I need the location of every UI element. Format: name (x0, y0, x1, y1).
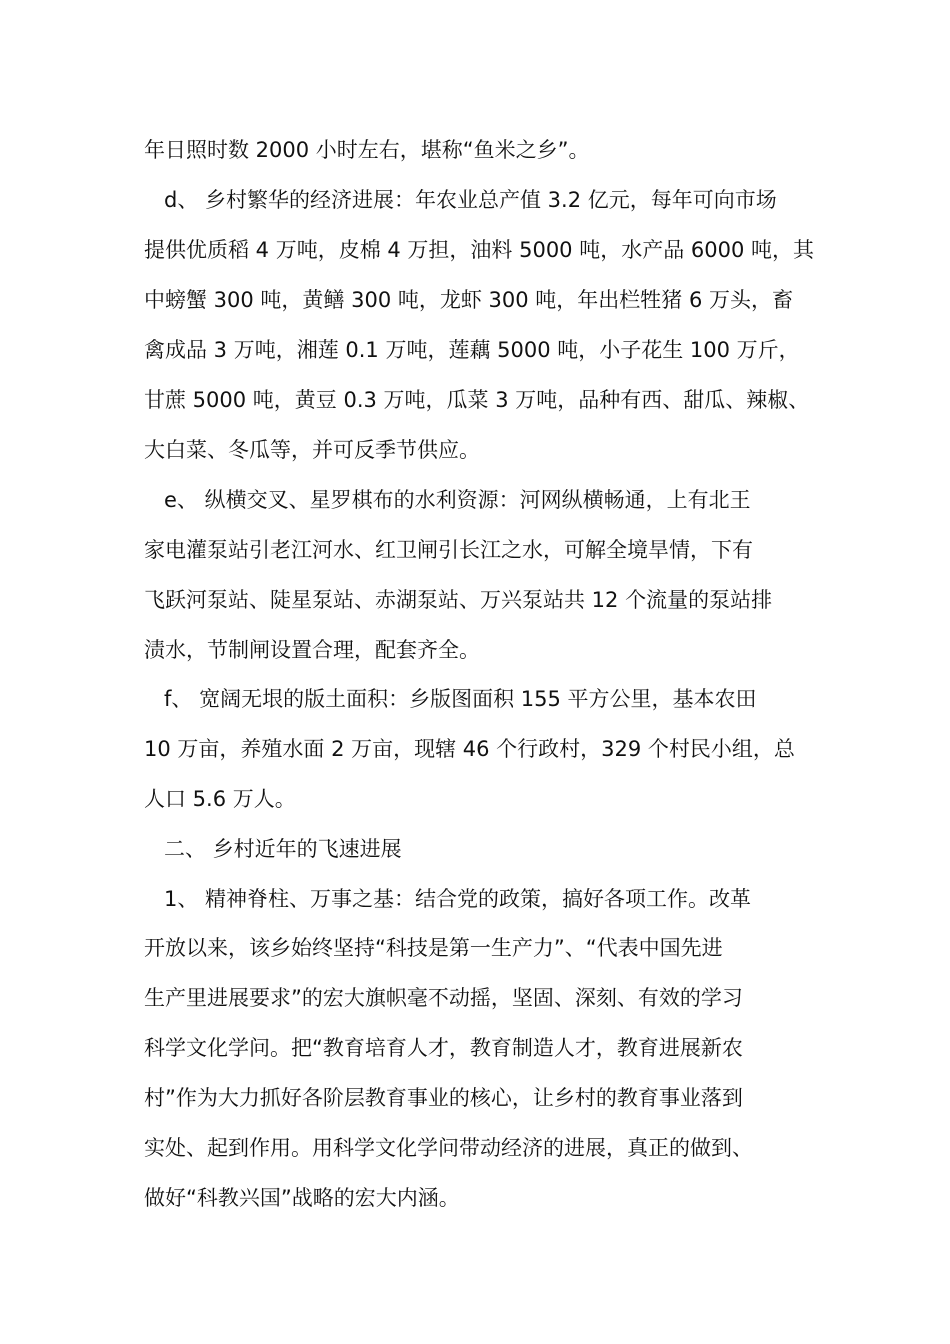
text-line: 生产里进展要求”的宏大旗帜毫不动摇，坚固、深刻、有效的学习 (144, 986, 743, 1010)
text-line: 10 万亩，养殖水面 2 万亩，现辖 46 个行政村，329 个村民小组，总 (144, 737, 795, 761)
text-line: 科学文化学问。把“教育培育人才，教育制造人才，教育进展新农 (144, 1036, 743, 1060)
text-line: 人口 5.6 万人。 (144, 787, 296, 811)
text-line: 甘蔗 5000 吨，黄豆 0.3 万吨，瓜菜 3 万吨，品种有西、甜瓜、辣椒、 (144, 388, 810, 412)
text-line: 做好“科教兴国”战略的宏大内涵。 (144, 1186, 460, 1210)
text-line: 年日照时数 2000 小时左右，堪称“鱼米之乡”。 (144, 138, 590, 162)
text-line: 家电灌泵站引老江河水、红卫闸引长江之水，可解全境旱情，下有 (144, 538, 753, 562)
text-line: d、 乡村繁华的经济进展：年农业总产值 3.2 亿元，每年可向市场 (164, 188, 777, 212)
text-line: 禽成品 3 万吨，湘莲 0.1 万吨，莲藕 5000 吨，小子花生 100 万斤， (144, 338, 800, 362)
text-line: 渍水，节制闸设置合理，配套齐全。 (144, 638, 480, 662)
text-line: 中螃蟹 300 吨，黄鳝 300 吨，龙虾 300 吨，年出栏牲猪 6 万头，畜 (144, 288, 794, 312)
text-line: 飞跃河泵站、陡星泵站、赤湖泵站、万兴泵站共 12 个流量的泵站排 (144, 588, 773, 612)
section-heading: 二、 乡村近年的飞速进展 (164, 837, 402, 861)
text-line: 村”作为大力抓好各阶层教育事业的核心，让乡村的教育事业落到 (144, 1086, 743, 1110)
text-line: f、 宽阔无垠的版土面积：乡版图面积 155 平方公里，基本农田 (164, 687, 757, 711)
text-line: 实处、起到作用。用科学文化学问带动经济的进展，真正的做到、 (144, 1136, 753, 1160)
text-line: 大白菜、冬瓜等，并可反季节供应。 (144, 438, 480, 462)
text-line: e、 纵横交叉、星罗棋布的水利资源：河网纵横畅通，上有北王 (164, 488, 751, 512)
text-line: 1、 精神脊柱、万事之基：结合党的政策，搞好各项工作。改革 (164, 887, 752, 911)
text-line: 提供优质稻 4 万吨，皮棉 4 万担，油料 5000 吨，水产品 6000 吨，其 (144, 238, 815, 262)
text-line: 开放以来，该乡始终坚持“科技是第一生产力”、“代表中国先进 (144, 936, 723, 960)
